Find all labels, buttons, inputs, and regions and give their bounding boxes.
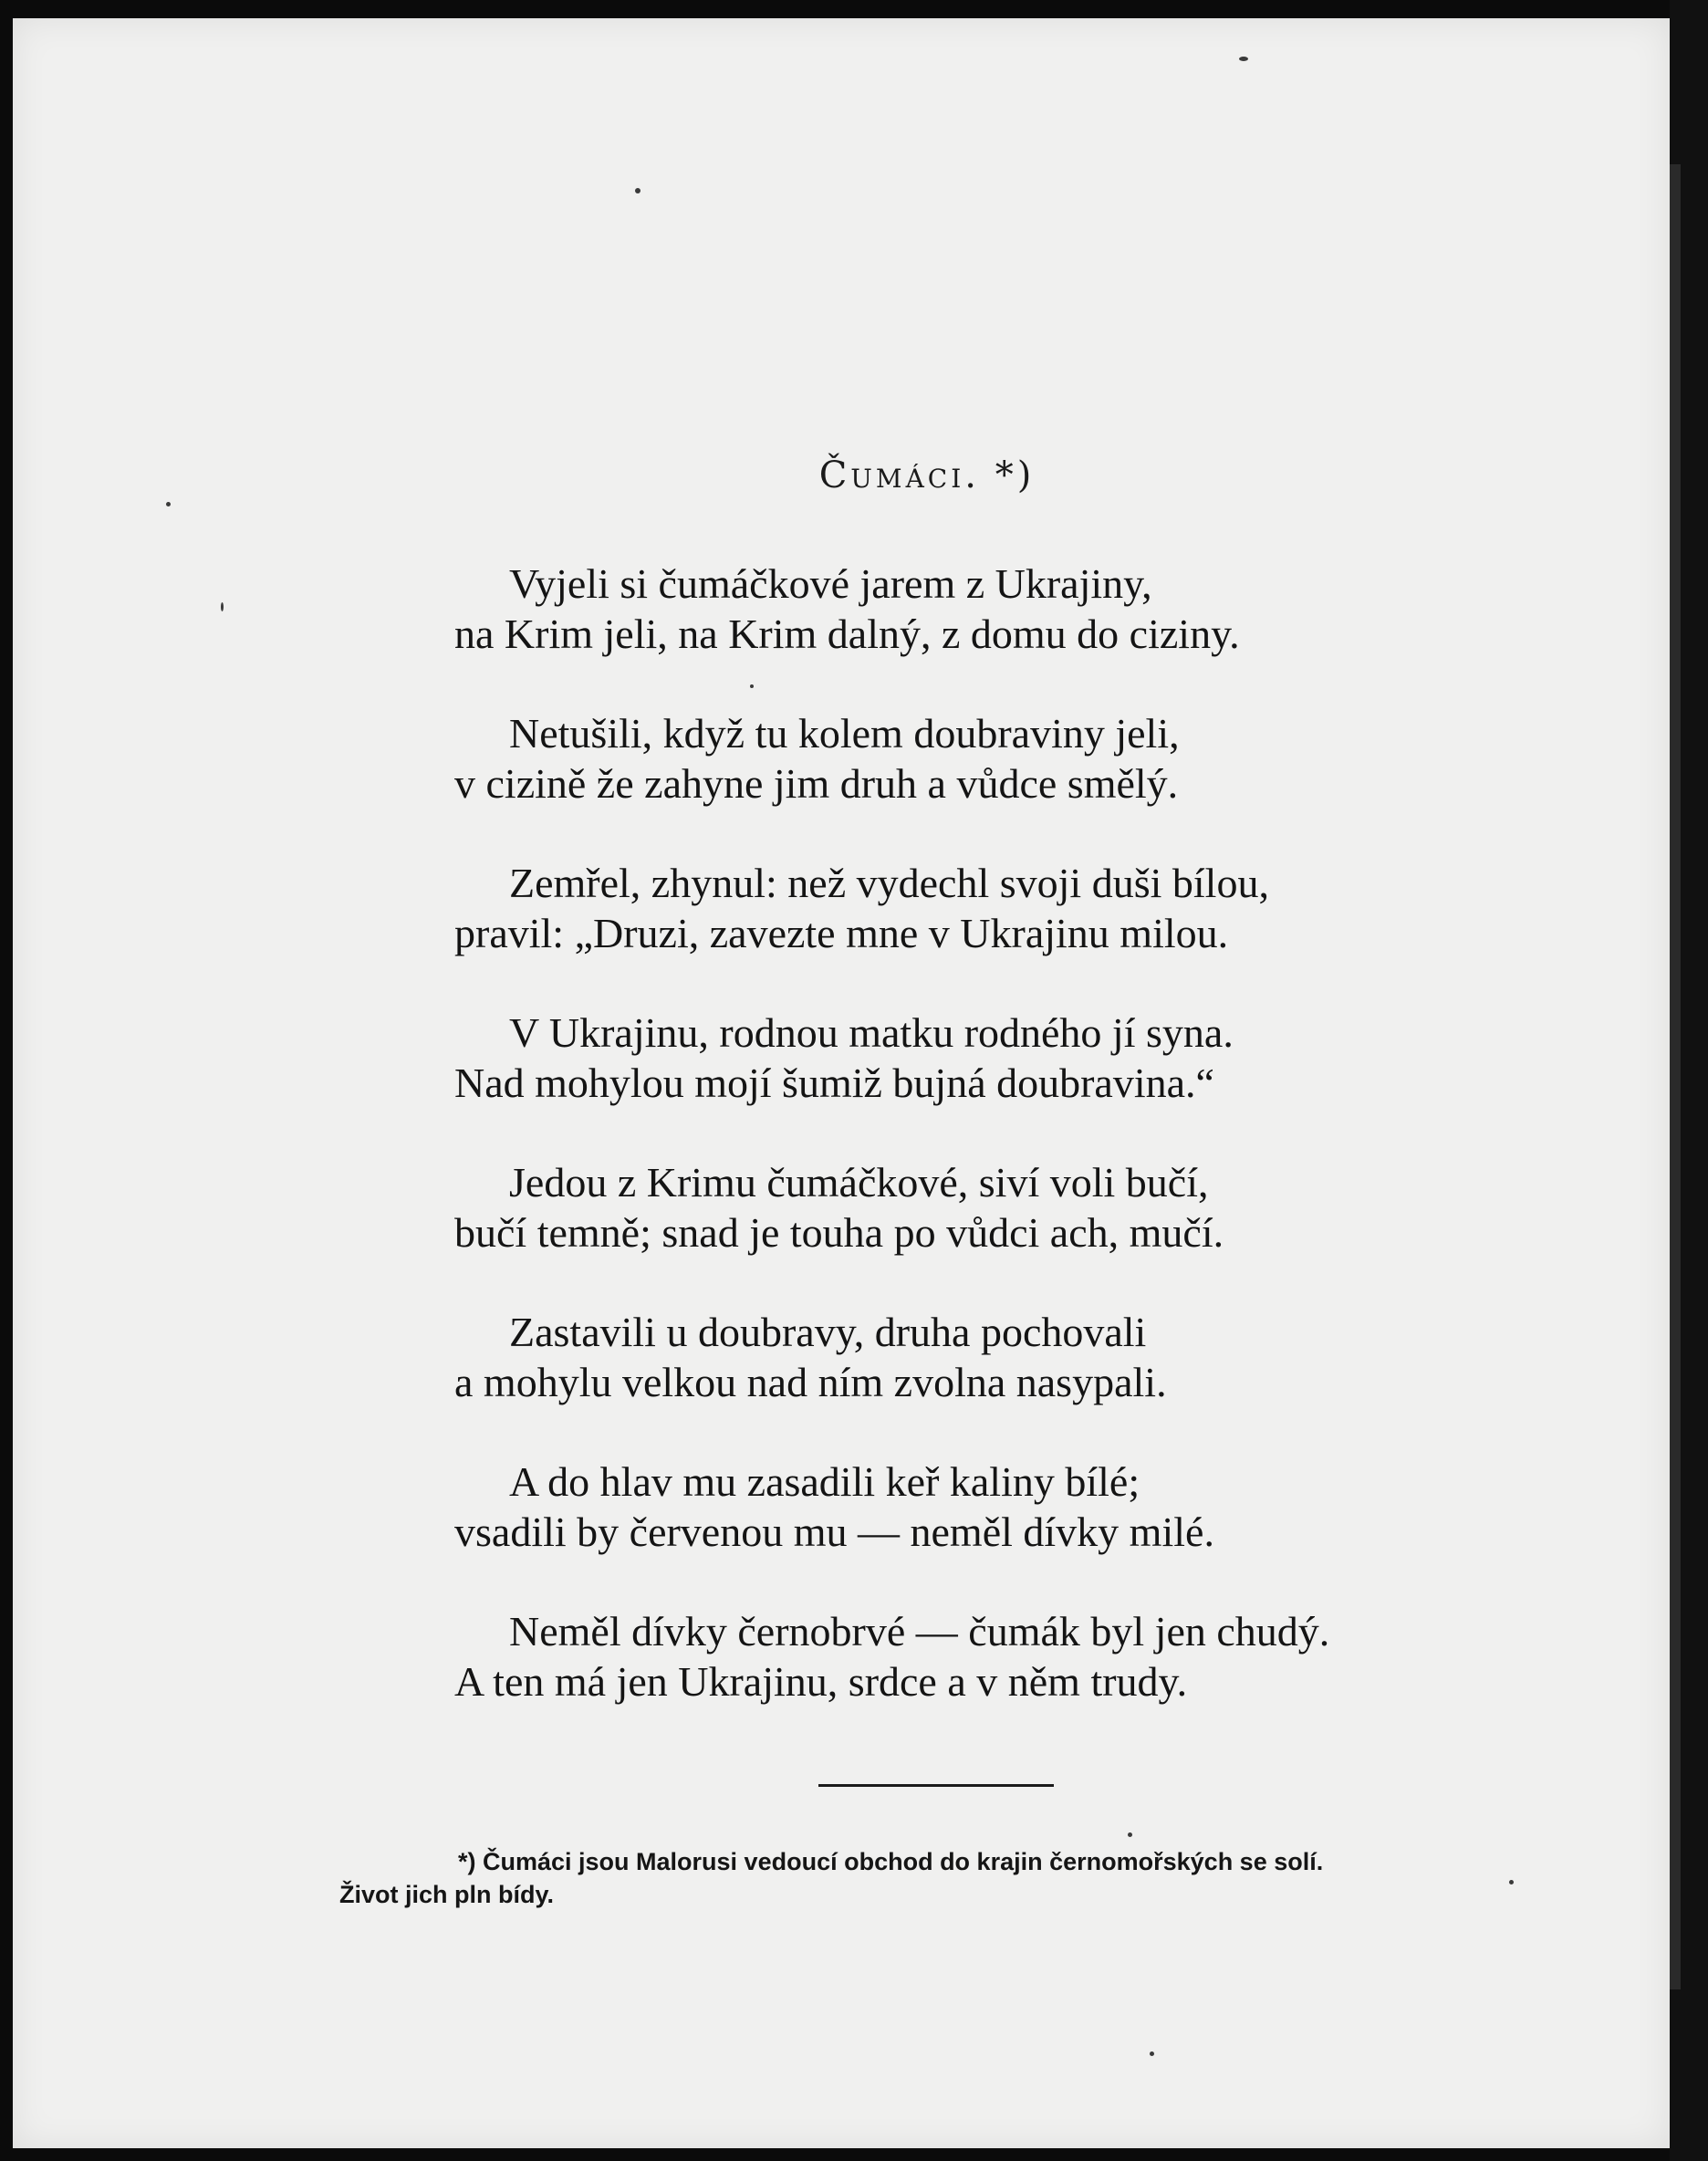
verse-line: v cizině že zahyne jim druh a vůdce smělý.: [454, 760, 1179, 807]
verse-line: pravil: „Druzi, zavezte mne v Ukrajinu milou.: [454, 910, 1229, 956]
verse-line: V Ukrajinu, rodnou matku rodného jí syna.: [509, 1009, 1234, 1056]
paper-speck: [166, 502, 171, 506]
poem-title: [0, 454, 1708, 496]
stanza: [454, 1307, 1549, 1407]
stanza: [454, 858, 1549, 958]
verse-line: Vyjeli si čumáčkové jarem z Ukrajiny,: [509, 560, 1152, 607]
verse-line: Nad mohylou mojí šumiž bujná doubravina.“: [454, 1060, 1214, 1106]
stanza: [454, 1606, 1549, 1707]
stanza: [454, 1456, 1549, 1557]
footnote-line: Život jich pln bídy.: [339, 1881, 554, 1908]
verse-line: Zemřel, zhynul: než vydechl svoji duši bílou,: [509, 860, 1269, 906]
verse-line: bučí temně; snad je touha po vůdci ach, mučí.: [454, 1209, 1224, 1256]
page-binding-edge: [1670, 164, 1681, 1989]
paper-speck: [221, 602, 224, 611]
footnote: [339, 1845, 1544, 1911]
stanza: [454, 559, 1549, 659]
paper-speck: [1239, 57, 1248, 61]
footnote-separator: [818, 1784, 1054, 1787]
title-footnote-mark: *): [979, 454, 1036, 496]
paper-speck: [635, 188, 640, 193]
verse-line: Zastavili u doubravy, druha pochovali: [509, 1309, 1147, 1355]
verse-line: a mohylu velkou nad ním zvolna nasypali.: [454, 1359, 1167, 1405]
verse-line: na Krim jeli, na Krim dalný, z domu do ciziny.: [454, 611, 1240, 657]
poem-body: [454, 559, 1549, 1756]
paper-speck: [1150, 2051, 1154, 2056]
title-initial: Č: [818, 454, 851, 496]
verse-line: A ten má jen Ukrajinu, srdce a v něm trudy.: [454, 1658, 1188, 1705]
paper-speck: [1128, 1832, 1132, 1837]
verse-line: Neměl dívky černobrvé — čumák byl jen chudý.: [509, 1608, 1330, 1655]
footnote-line: *) Čumáci jsou Malorusi vedoucí obchod do krajin černomořských se solí.: [458, 1848, 1324, 1875]
title-text: umáci.: [850, 454, 980, 496]
stanza: [454, 708, 1549, 809]
verse-line: vsadili by červenou mu — neměl dívky milé.: [454, 1509, 1214, 1555]
verse-line: Jedou z Krimu čumáčkové, siví voli bučí,: [509, 1159, 1209, 1206]
verse-line: Netušili, když tu kolem doubraviny jeli,: [509, 710, 1180, 757]
stanza: [454, 1157, 1549, 1258]
verse-line: A do hlav mu zasadili keř kaliny bílé;: [509, 1458, 1140, 1505]
stanza: [454, 1007, 1549, 1108]
